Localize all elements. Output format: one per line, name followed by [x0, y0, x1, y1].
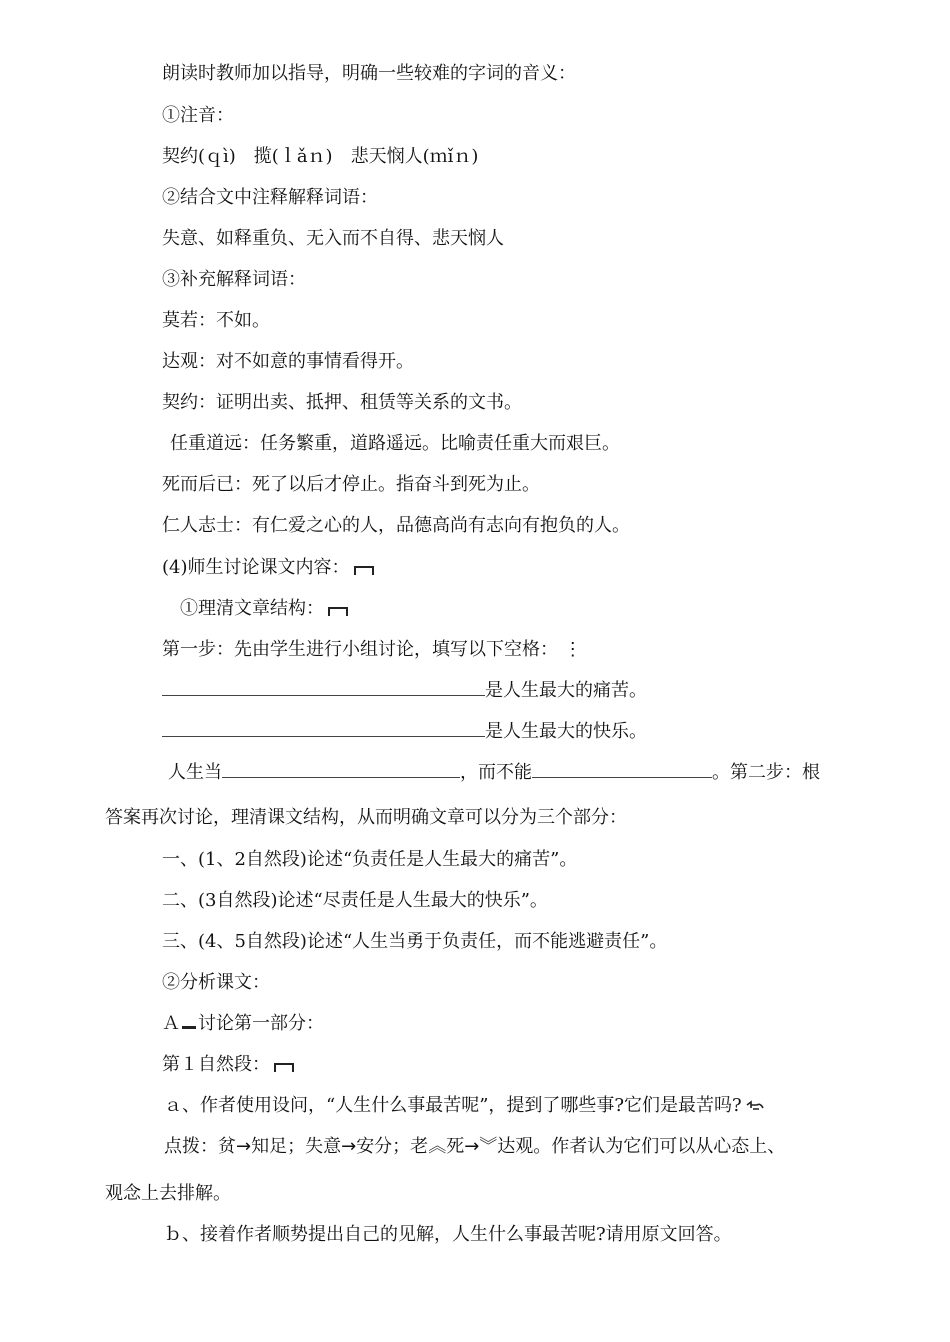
arrow-icon: → [464, 1136, 480, 1157]
down-chevron-icon: ︾ [479, 1136, 498, 1157]
arrow-icon: → [341, 1136, 357, 1157]
definition-renzhongdaoyuan: 任重道远：任务繁重，道路遥远。比喻责任重大而艰巨。 [170, 433, 620, 454]
heading-supplementary-words: ③补充解释词语： [162, 269, 306, 290]
definition-daguan: 达观：对不如意的事情看得开。 [162, 351, 414, 372]
blank-line[interactable] [222, 761, 460, 778]
bracket-mark-icon [354, 566, 374, 575]
structure-part-one: 一、(1、2自然段)论述“负责任是人生最大的痛苦”。 [162, 849, 578, 870]
up-chevron-icon: ︽ [428, 1136, 447, 1157]
definition-sierhouyi: 死而后已：死了以后才停止。指奋斗到死为止。 [162, 474, 540, 495]
structure-part-three: 三、(4、5自然段)论述“人生当勇于负责任，而不能逃避责任”。 [162, 931, 668, 952]
hint-line-continued: 观念上去排解。 [105, 1183, 231, 1204]
question-a [164, 1094, 764, 1118]
heading-paragraph-one-text: 第１自然段： [162, 1054, 270, 1075]
heading-part-one-text: 讨论第一部分： [198, 1013, 324, 1034]
fill-blank-joy-text: 是人生最大的快乐。 [485, 721, 647, 742]
fill-blank-life-b: ，而不能 [460, 762, 532, 783]
line-step-one-text: 第一步：先由学生进行小组讨论，填写以下空格： [162, 639, 558, 660]
bracket-mark-icon [328, 607, 348, 616]
line-annotation-words: 失意、如释重负、无入而不自得、悲天悯人 [162, 228, 504, 249]
fill-blank-pain [162, 679, 647, 703]
heading-annotation-words: ②结合文中注释解释词语： [162, 187, 378, 208]
fill-blank-joy [162, 720, 647, 744]
hint-text-d: 死 [446, 1136, 465, 1157]
fill-blank-life-c: 。第二步：根 [712, 762, 820, 783]
heading-discussion-text: (4)师生讨论课文内容： [162, 557, 350, 578]
heading-part-one-letter: Ａ [162, 1013, 180, 1034]
line-guidance: 朗读时教师加以指导，明确一些较难的字词的音义： [162, 63, 576, 84]
fill-blank-life [168, 761, 820, 785]
definition-moruo: 莫若：不如。 [162, 310, 270, 331]
definition-renrenzhishi: 仁人志士：有仁爱之心的人，品德高尚有志向有抱负的人。 [162, 515, 630, 536]
bracket-mark-icon [274, 1063, 294, 1072]
line-pronunciation-items: 契约(ｑì) 揽(ｌǎｎ) 悲天悯人(ｍǐｎ) [162, 146, 479, 167]
heading-analysis: ②分析课文： [162, 972, 270, 993]
heading-pronunciation: ①注音： [162, 105, 234, 126]
heading-structure-text: ①理清文章结构： [180, 598, 324, 619]
hint-text-c: 安分；老 [356, 1136, 429, 1157]
blank-line[interactable] [532, 761, 712, 778]
line-step-two-continued: 答案再次讨论，理清课文结构，从而明确文章可以分为三个部分： [105, 807, 627, 828]
fill-blank-pain-text: 是人生最大的痛苦。 [485, 680, 647, 701]
heading-part-one [162, 1012, 324, 1036]
structure-part-two: 二、(3自然段)论述“尽责任是人生最大的快乐”。 [162, 890, 548, 911]
hint-text-a: 点拨：贫 [164, 1136, 236, 1157]
blank-line[interactable] [162, 720, 485, 737]
squiggle-mark-icon [746, 1100, 764, 1112]
underbar-mark-icon [182, 1020, 196, 1029]
hint-text-e: 达观。作者认为它们可以从心态上、 [497, 1136, 786, 1157]
blank-line[interactable] [162, 679, 485, 696]
fill-blank-life-a: 人生当 [168, 762, 222, 783]
vertical-ellipsis-icon: ⋮ [563, 639, 582, 660]
arrow-icon: → [236, 1136, 252, 1157]
heading-structure [180, 597, 348, 621]
heading-discussion [162, 556, 374, 580]
question-a-text: ａ、作者使用设问，“人生什么事最苦呢”，提到了哪些事?它们是最苦吗? [164, 1095, 742, 1116]
question-b: ｂ、接着作者顺势提出自己的见解，人生什么事最苦呢?请用原文回答。 [164, 1224, 732, 1245]
hint-line [164, 1135, 785, 1159]
definition-qiyue: 契约：证明出卖、抵押、租赁等关系的文书。 [162, 392, 522, 413]
line-step-one [162, 638, 582, 662]
hint-text-b: 知足；失意 [251, 1136, 342, 1157]
heading-paragraph-one [162, 1053, 294, 1077]
